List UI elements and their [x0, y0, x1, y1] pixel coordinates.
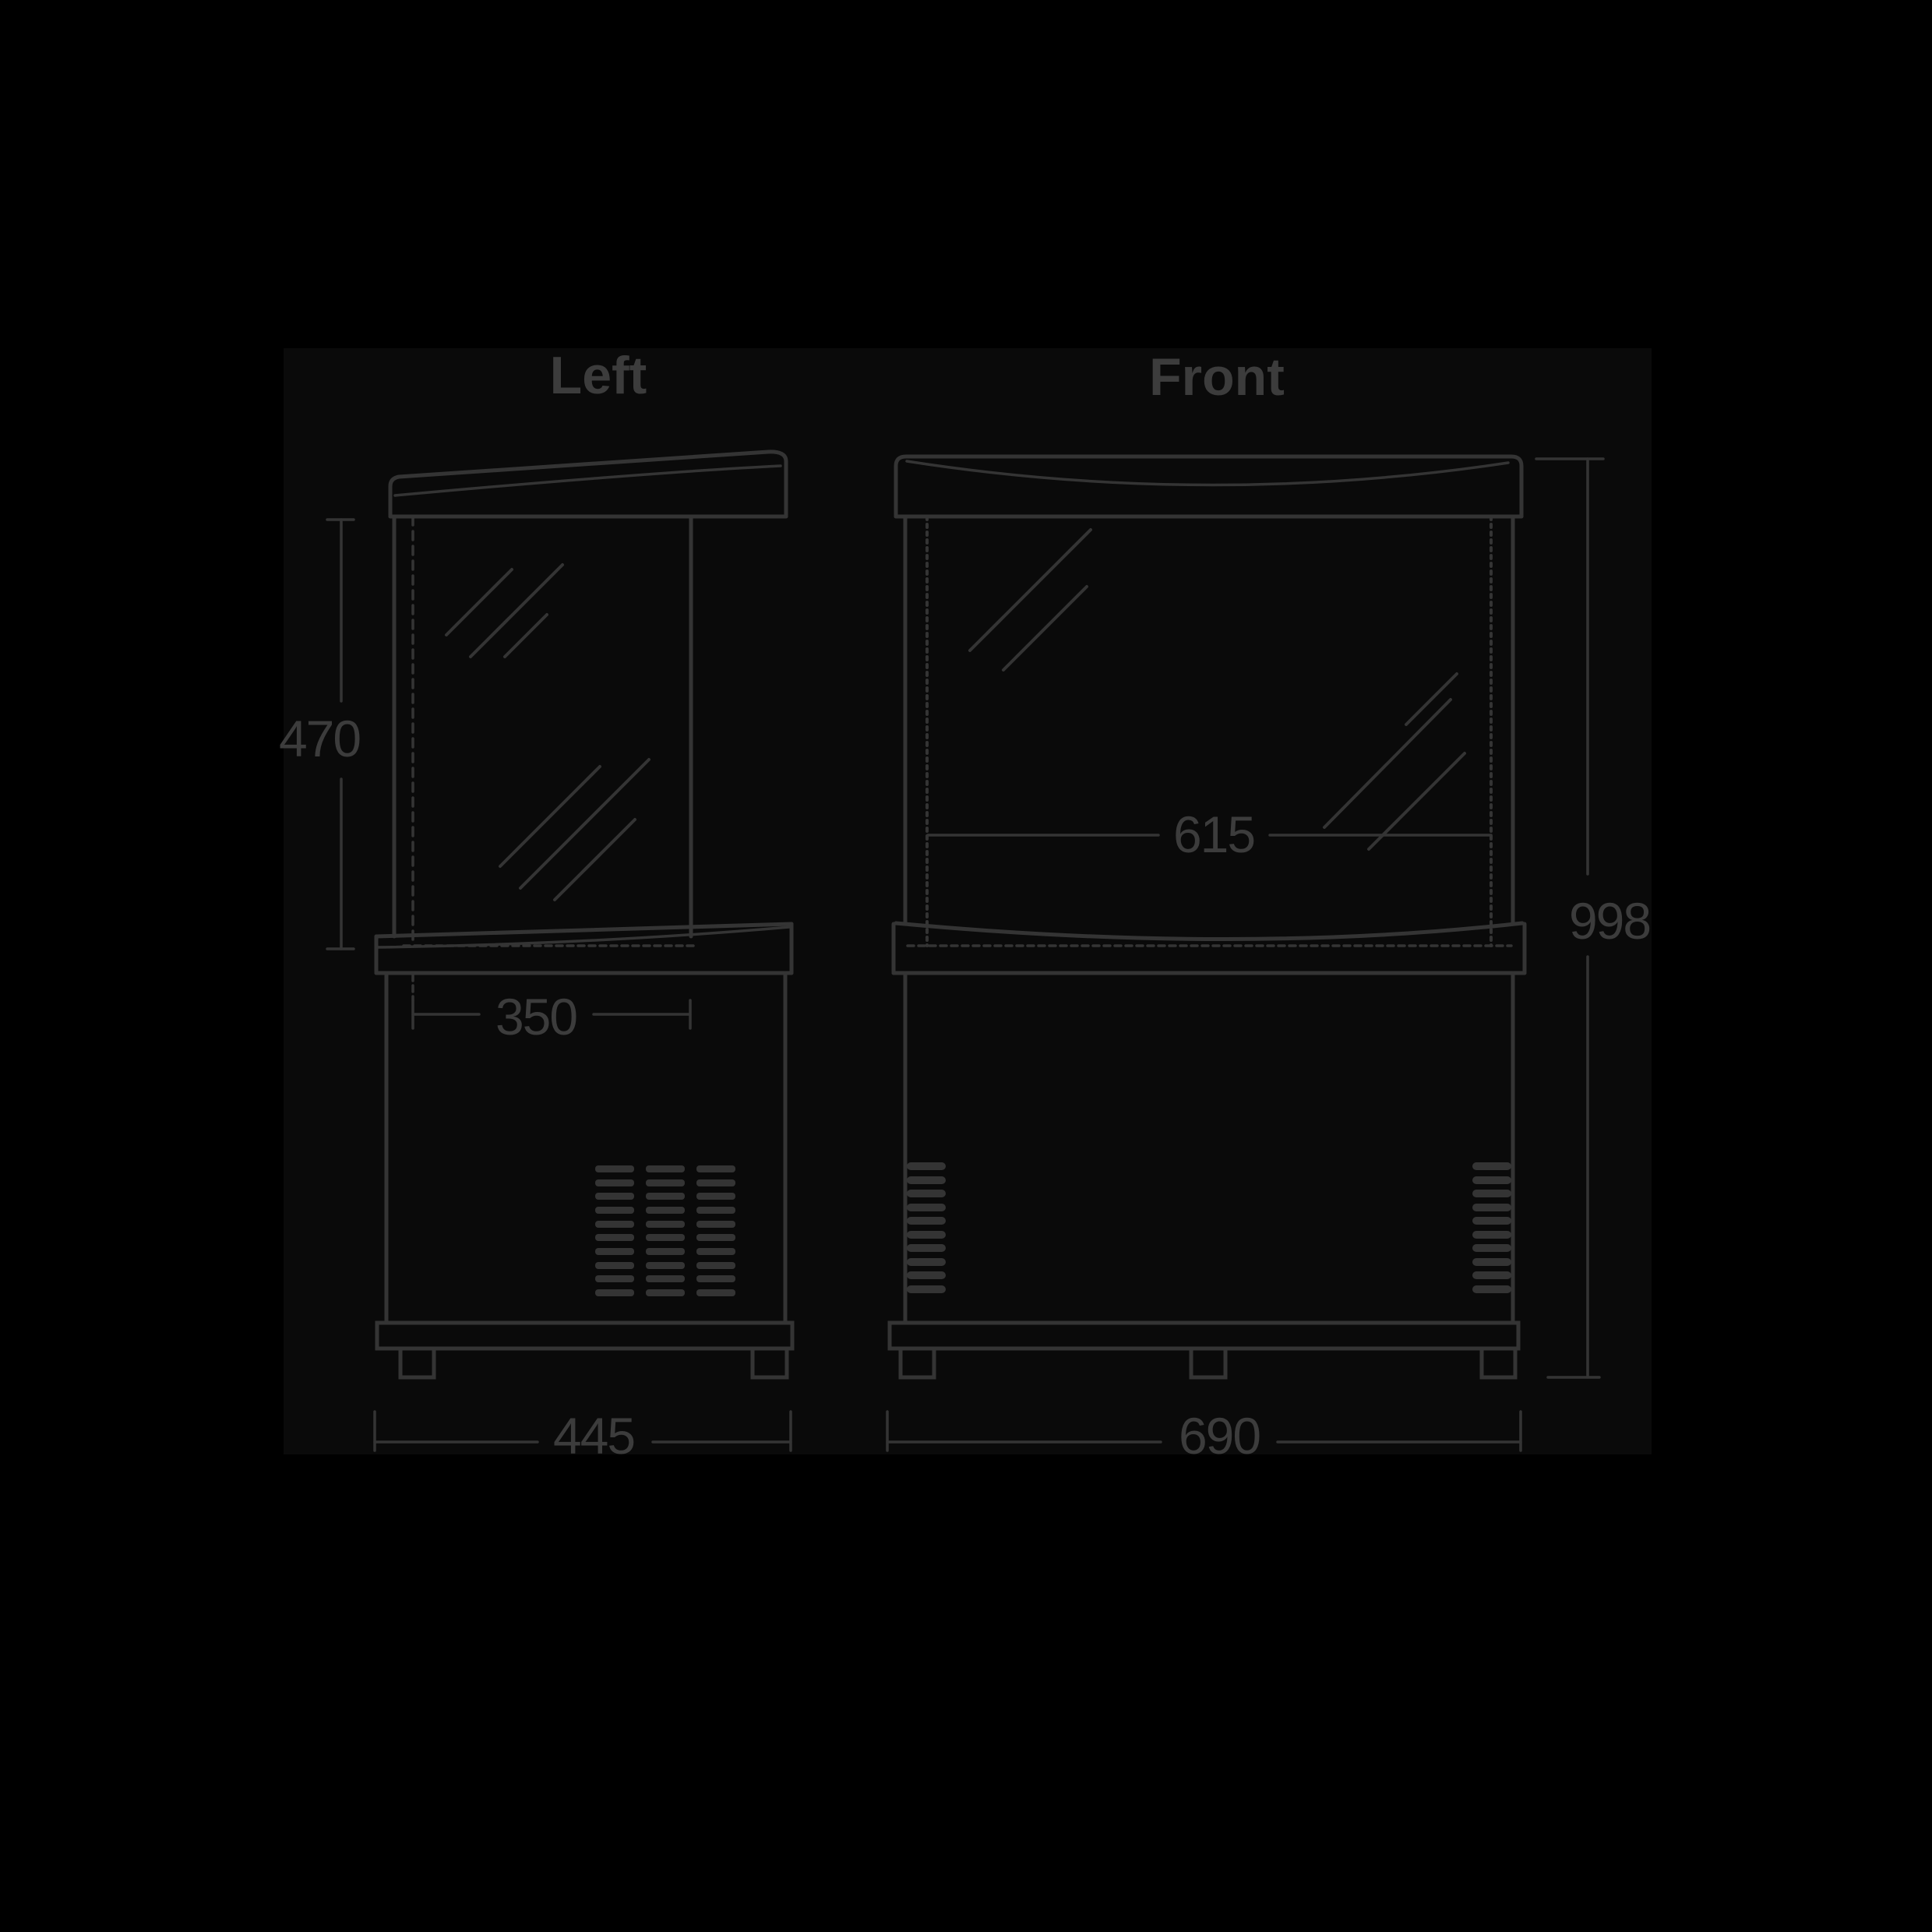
front-view-title: Front	[1149, 347, 1285, 407]
glass-depth-value: 350	[495, 988, 577, 1045]
glass-height-value: 470	[278, 710, 361, 767]
base-depth-value: 445	[552, 1407, 635, 1465]
glass-width-value: 615	[1172, 806, 1255, 863]
artboard	[284, 348, 1652, 1454]
left-view-title: Left	[549, 346, 647, 405]
base-width-value: 690	[1178, 1407, 1260, 1465]
total-height-value: 998	[1568, 892, 1651, 950]
